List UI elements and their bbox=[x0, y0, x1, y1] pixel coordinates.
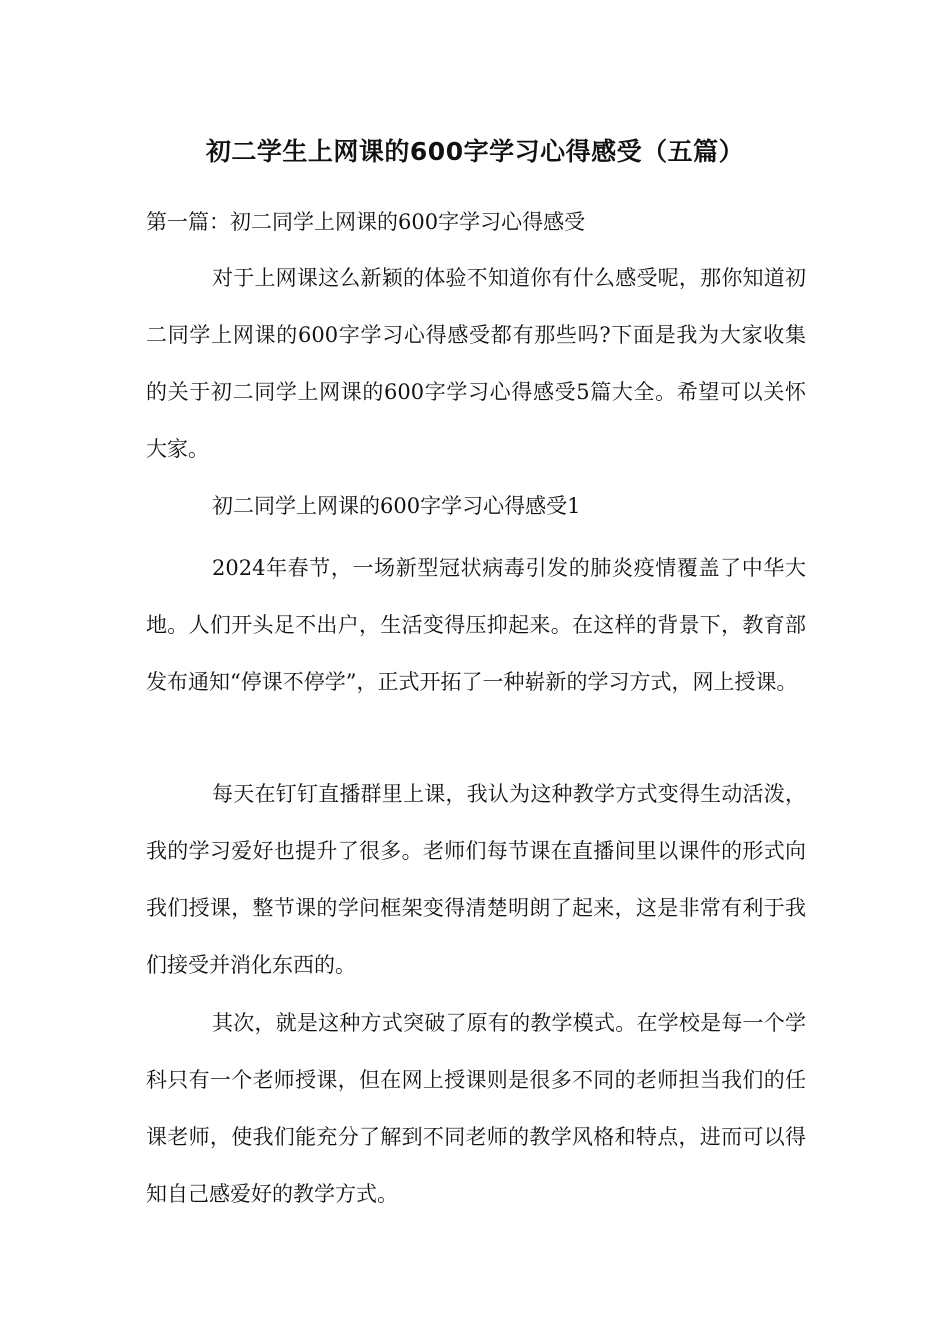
document-title: 初二学生上网课的600字学习心得感受（五篇） bbox=[205, 137, 745, 166]
intro-paragraph: 对于上网课这么新颖的体验不知道你有什么感受呢，那你知道初二同学上网课的600字学习心得感受都有那些吗?下面是我为大家收集的关于初二同学上网课的600字学习心得感受5篇大全。希望可以关怀大家。 bbox=[146, 266, 806, 461]
essay-subheading: 初二同学上网课的600字学习心得感受1 bbox=[212, 494, 581, 518]
section-heading: 第一篇：初二同学上网课的600字学习心得感受 bbox=[146, 210, 586, 234]
body-paragraph: 每天在钉钉直播群里上课，我认为这种教学方式变得生动活泼，我的学习爱好也提升了很多。老师们每节课在直播间里以课件的形式向我们授课，整节课的学问框架变得清楚明朗了起来，这是非常有利于我们接受并消化东西的。 bbox=[146, 782, 806, 977]
body-paragraph: 2024年春节，一场新型冠状病毒引发的肺炎疫情覆盖了中华大地。人们开头足不出户，生活变得压抑起来。在这样的背景下，教育部发布通知“停课不停学”，正式开拓了一种崭新的学习方式，网上授课。 bbox=[146, 556, 806, 694]
body-paragraph: 其次，就是这种方式突破了原有的教学模式。在学校是每一个学科只有一个老师授课，但在网上授课则是很多不同的老师担当我们的任课老师，使我们能充分了解到不同老师的教学风格和特点，进而可以得知自己感爱好的教学方式。 bbox=[146, 1011, 806, 1206]
